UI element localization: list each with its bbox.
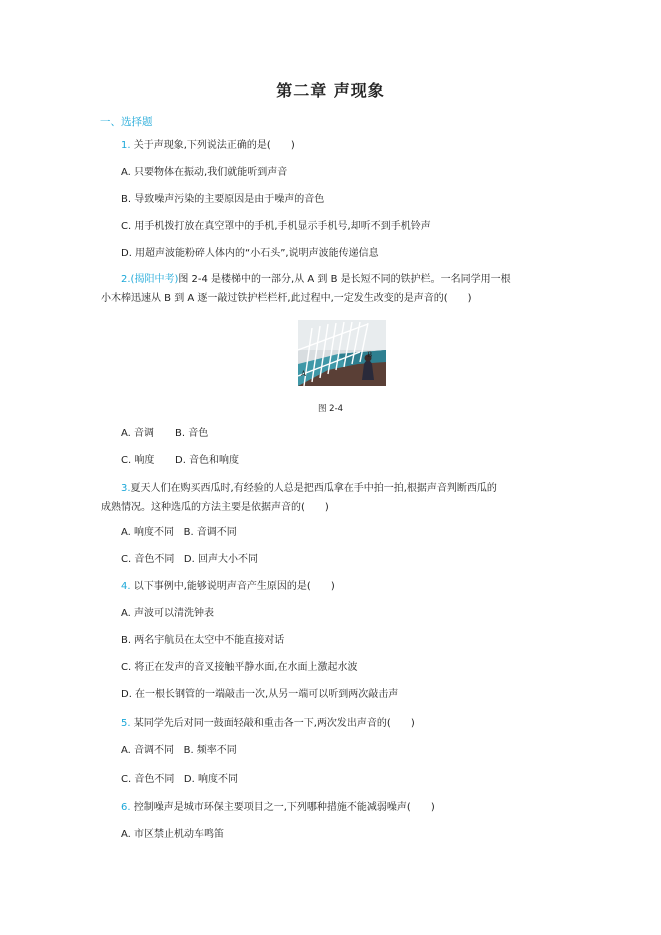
q1-option-a: A. 只要物体在振动,我们就能听到声音 bbox=[121, 167, 288, 178]
q5-option-a: A. 音调不同 bbox=[121, 745, 175, 756]
question-3-stem: 3.夏天人们在购买西瓜时,有经验的人总是把西瓜拿在手中拍一拍,根据声音判断西瓜的 成熟情况。这种选瓜的方法主要是依据声音的( ) bbox=[101, 483, 497, 513]
q3-option-b: B. 音调不同 bbox=[183, 527, 237, 538]
q3-options-row-2 bbox=[121, 554, 258, 566]
question-number: 5. bbox=[121, 718, 131, 729]
q2-option-a: A. 音调 bbox=[121, 428, 155, 439]
q4-option-b: B. 两名宇航员在太空中不能直接对话 bbox=[121, 635, 285, 646]
question-2-stem: 2.(揭阳中考)图 2-4 是楼梯中的一部分,从 A 到 B 是长短不同的铁护栏。一名同学用一根 小木棒迅速从 B 到 A 逐一敲过铁护栏栏杆,此过程中,一定发生改变的是声音的( ) bbox=[101, 274, 511, 304]
section-heading: 一、选择题 bbox=[100, 116, 153, 128]
q3-option-c: C. 音色不同 bbox=[121, 554, 175, 565]
q5-options-row-1 bbox=[121, 745, 237, 757]
q5-options-row-2 bbox=[121, 774, 238, 786]
q2-options-row-1 bbox=[121, 428, 208, 440]
figure-caption: 图 2-4 bbox=[317, 404, 344, 414]
question-number: 6. bbox=[121, 802, 131, 813]
question-source: (揭阳中考) bbox=[130, 274, 179, 285]
q3-option-d: D. 回声大小不同 bbox=[183, 554, 258, 565]
q2-option-d: D. 音色和响度 bbox=[175, 455, 240, 466]
q4-option-a: A. 声波可以清洗钟表 bbox=[121, 608, 215, 619]
q1-option-b: B. 导致噪声污染的主要原因是由于噪声的音色 bbox=[121, 194, 325, 205]
question-number: 3. bbox=[121, 483, 131, 494]
question-number: 4. bbox=[121, 581, 131, 592]
q2-option-b: B. 音色 bbox=[175, 428, 209, 439]
figure-label-a: A bbox=[301, 370, 307, 378]
q2-options-row-2 bbox=[121, 455, 239, 467]
question-1-stem: 1. 关于声现象,下列说法正确的是( ) bbox=[121, 140, 295, 151]
q3-options-row-1 bbox=[121, 527, 237, 539]
question-number: 2. bbox=[121, 274, 131, 285]
staircase-photo bbox=[298, 320, 386, 386]
figure-label-b: B bbox=[367, 351, 373, 359]
page-title: 第二章 声现象 bbox=[276, 81, 385, 100]
q5-option-b: B. 频率不同 bbox=[183, 745, 237, 756]
question-number: 1. bbox=[121, 140, 131, 151]
q1-option-d: D. 用超声波能粉碎人体内的“小石头”,说明声波能传递信息 bbox=[121, 248, 379, 259]
question-5-stem: 5. 某同学先后对同一鼓面轻敲和重击各一下,两次发出声音的( ) bbox=[121, 718, 415, 729]
q1-option-c: C. 用手机拨打放在真空罩中的手机,手机显示手机号,却听不到手机铃声 bbox=[121, 221, 431, 232]
q5-option-d: D. 响度不同 bbox=[183, 774, 238, 785]
q2-option-c: C. 响度 bbox=[121, 455, 155, 466]
q4-option-c: C. 将正在发声的音叉接触平静水面,在水面上激起水波 bbox=[121, 662, 358, 673]
q6-option-a: A. 市区禁止机动车鸣笛 bbox=[121, 829, 225, 840]
q5-option-c: C. 音色不同 bbox=[121, 774, 175, 785]
q4-option-d: D. 在一根长钢管的一端敲击一次,从另一端可以听到两次敲击声 bbox=[121, 689, 399, 700]
question-4-stem: 4. 以下事例中,能够说明声音产生原因的是( ) bbox=[121, 581, 335, 592]
question-6-stem: 6. 控制噪声是城市环保主要项目之一,下列哪种措施不能减弱噪声( ) bbox=[121, 802, 435, 813]
q3-option-a: A. 响度不同 bbox=[121, 527, 175, 538]
